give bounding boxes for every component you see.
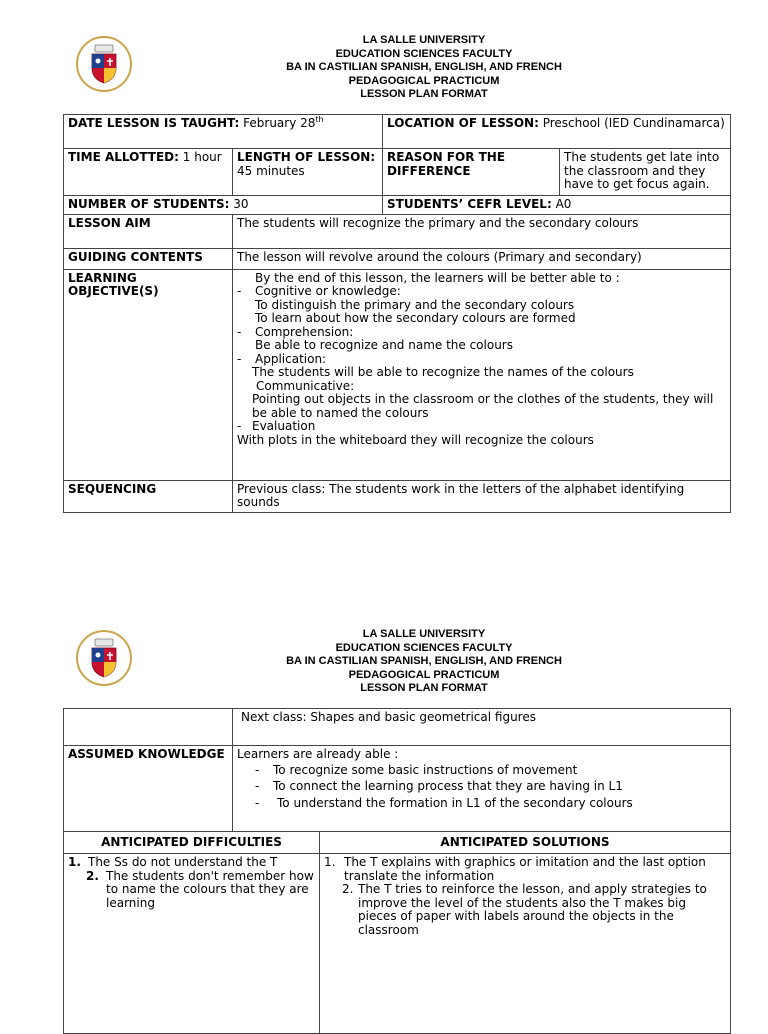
university-crest-icon (76, 36, 132, 92)
location-cell (383, 115, 731, 149)
list-item: 2. The T tries to reinforce the lesson, and apply strategies to improve the level of the students also the T makes big pieces of paper with labels around the objects in the classroom (342, 882, 707, 937)
assumed-cell (233, 746, 731, 832)
objectives-intro: By the end of this lesson, the learners will be better able to : (255, 270, 620, 285)
list-item: - Comprehension: (237, 324, 354, 339)
list-item: 1. The T explains with graphics or imitation and the last option translate the information (324, 855, 706, 883)
table-row (64, 214, 731, 248)
list-item: With plots in the whiteboard they will recognize the colours (237, 432, 594, 447)
university-crest-icon (76, 630, 132, 686)
list-item: Pointing out objects in the classroom or the clothes of the students, they will be able to named the colours (252, 392, 714, 420)
table-row (64, 248, 731, 269)
lesson-plan-table-continued (63, 708, 731, 1034)
guiding-label: GUIDING CONTENTS (64, 248, 233, 269)
list-item: - To connect the learning process that they are having in L1 (255, 779, 623, 793)
header-line: BA IN CASTILIAN SPANISH, ENGLISH, AND FRENCH (286, 61, 562, 73)
length-cell (233, 149, 383, 196)
location-value: Preschool (IED Cundinamarca) (542, 116, 725, 130)
aim-value: The students will recognize the primary and the secondary colours (233, 214, 731, 248)
length-label: LENGTH OF LESSON: (237, 150, 376, 164)
objectives-cell (233, 269, 731, 480)
list-item: To learn about how the secondary colours are formed (255, 311, 576, 325)
cefr-label: STUDENTS’ CEFR LEVEL: (387, 197, 552, 211)
date-cell (64, 115, 383, 149)
list-item: - Evaluation (237, 419, 316, 433)
aim-label: LESSON AIM (64, 214, 233, 248)
header-line: LESSON PLAN FORMAT (360, 88, 488, 100)
table-row (64, 709, 731, 746)
list-item: 2. The students don't remember how to name the colours that they are learning (86, 868, 314, 910)
length-value: 45 minutes (237, 163, 305, 178)
time-value: 1 hour (182, 150, 222, 164)
reason-label: REASON FOR THE DIFFERENCE (383, 149, 560, 196)
cefr-cell (383, 196, 731, 215)
date-value: February 28 (243, 116, 316, 130)
location-label: LOCATION OF LESSON: (387, 116, 539, 130)
cefr-value: A0 (555, 197, 572, 211)
list-item: - Cognitive or knowledge: (237, 284, 401, 298)
table-row (64, 269, 731, 480)
objectives-label: LEARNING OBJECTIVE(S) (64, 269, 233, 480)
assumed-intro: Learners are already able : (237, 747, 399, 761)
assumed-label: ASSUMED KNOWLEDGE (64, 746, 233, 832)
list-item: The students will be able to recognize the names of the colours (252, 365, 634, 379)
header-line: LA SALLE UNIVERSITY (362, 34, 486, 46)
header-line: PEDAGOGICAL PRACTICUM (348, 74, 500, 87)
table-row (64, 115, 731, 149)
list-item: - To understand the formation in L1 of the secondary colours (255, 795, 633, 810)
time-cell (64, 149, 233, 196)
sequencing-label: SEQUENCING (64, 480, 233, 512)
students-cell (64, 196, 383, 215)
time-label: TIME ALLOTTED: (68, 150, 179, 164)
list-item: - To recognize some basic instructions of movement (255, 762, 578, 777)
list-item: Communicative: (256, 378, 355, 393)
lesson-plan-table (63, 114, 731, 513)
table-row (64, 746, 731, 832)
sequencing-value: Previous class: The students work in the letters of the alphabet identifying sounds (233, 480, 731, 512)
list-item: - Application: (237, 351, 327, 366)
reason-value: The students get late into the classroom and they have to get focus again. (560, 149, 731, 196)
header-line: BA IN CASTILIAN SPANISH, ENGLISH, AND FRENCH (286, 655, 562, 667)
difficulties-header: ANTICIPATED DIFFICULTIES (64, 832, 320, 854)
table-row (64, 480, 731, 512)
table-row (64, 832, 731, 854)
students-label: NUMBER OF STUDENTS: (68, 197, 230, 211)
difficulties-cell (64, 854, 320, 1034)
guiding-value: The lesson will revolve around the colours (Primary and secondary) (233, 248, 731, 269)
header-line: EDUCATION SCIENCES FACULTY (335, 47, 513, 60)
document-header (150, 628, 698, 696)
table-row (64, 149, 731, 196)
solutions-header: ANTICIPATED SOLUTIONS (320, 832, 731, 854)
header-line: PEDAGOGICAL PRACTICUM (348, 668, 500, 681)
empty-cell (64, 709, 233, 746)
table-row (64, 854, 731, 1034)
table-row (64, 196, 731, 215)
list-item: 1. The Ss do not understand the T (68, 855, 278, 869)
date-label: DATE LESSON IS TAUGHT: (68, 116, 240, 130)
students-value: 30 (233, 197, 249, 211)
date-sup: th (315, 115, 324, 124)
solutions-cell (320, 854, 731, 1034)
header-line: LESSON PLAN FORMAT (360, 682, 488, 694)
next-class-value: Next class: Shapes and basic geometrical figures (233, 709, 731, 746)
list-item: To distinguish the primary and the secondary colours (255, 297, 575, 312)
list-item: Be able to recognize and name the colours (255, 338, 513, 352)
header-line: EDUCATION SCIENCES FACULTY (335, 641, 513, 654)
header-line: LA SALLE UNIVERSITY (362, 628, 486, 640)
document-header (150, 34, 698, 102)
